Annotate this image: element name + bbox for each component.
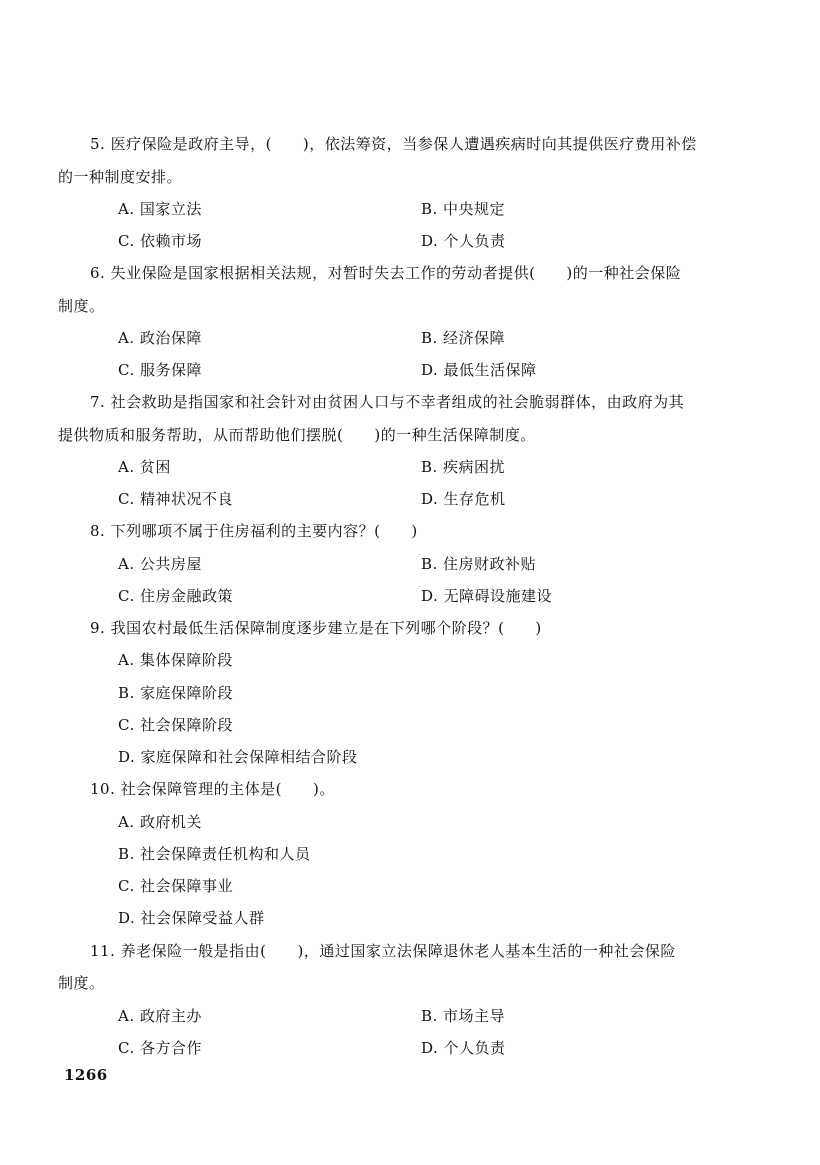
question-10-option-a: A. 政府机关 [118,813,202,831]
question-5-line-1: 5. 医疗保险是政府主导，( )，依法筹资，当参保人遭遇疾病时向其提供医疗费用补偿 [90,135,697,153]
question-7-option-a: A. 贫困 [118,458,171,476]
question-9-option-b: B. 家庭保障阶段 [118,684,234,702]
question-10-line-1: 10. 社会保障管理的主体是( )。 [90,780,335,798]
question-6-option-d: D. 最低生活保障 [421,361,537,379]
question-5-option-a: A. 国家立法 [118,200,202,218]
question-11-option-a: A. 政府主办 [118,1007,202,1025]
question-10-option-b: B. 社会保障责任机构和人员 [118,845,311,863]
question-9-line-1: 9. 我国农村最低生活保障制度逐步建立是在下列哪个阶段？( ) [90,619,542,637]
question-8-option-c: C. 住房金融政策 [118,587,233,605]
question-6-option-c: C. 服务保障 [118,361,202,379]
question-5-option-c: C. 依赖市场 [118,232,202,250]
question-8-option-d: D. 无障碍设施建设 [421,587,553,605]
question-7-line-2: 提供物质和服务帮助，从而帮助他们摆脱( )的一种生活保障制度。 [58,426,536,444]
question-9-option-c: C. 社会保障阶段 [118,716,233,734]
page-number: 1266 [64,1066,108,1084]
question-5-line-2: 的一种制度安排。 [58,168,183,186]
question-7-option-c: C. 精神状况不良 [118,490,233,508]
question-9-option-d: D. 家庭保障和社会保障相结合阶段 [118,748,358,766]
question-7-option-b: B. 疾病困扰 [421,458,506,476]
question-10-option-c: C. 社会保障事业 [118,877,233,895]
question-5-option-b: B. 中央规定 [421,200,506,218]
question-7-option-d: D. 生存危机 [421,490,506,508]
question-11-option-c: C. 各方合作 [118,1039,202,1057]
question-6-option-a: A. 政治保障 [118,329,202,347]
question-7-line-1: 7. 社会救助是指国家和社会针对由贫困人口与不幸者组成的社会脆弱群体，由政府为其 [90,393,685,411]
question-11-option-b: B. 市场主导 [421,1007,506,1025]
question-6-option-b: B. 经济保障 [421,329,506,347]
question-8-line-1: 8. 下列哪项不属于住房福利的主要内容？( ) [90,522,418,540]
question-6-line-1: 6. 失业保险是国家根据相关法规，对暂时失去工作的劳动者提供( )的一种社会保险 [90,264,682,282]
question-11-line-2: 制度。 [58,974,105,992]
question-8-option-b: B. 住房财政补贴 [421,555,537,573]
question-6-line-2: 制度。 [58,297,105,315]
question-10-option-d: D. 社会保障受益人群 [118,909,265,927]
question-11-line-1: 11. 养老保险一般是指由( )，通过国家立法保障退休老人基本生活的一种社会保险 [90,942,676,960]
question-8-option-a: A. 公共房屋 [118,555,202,573]
question-11-option-d: D. 个人负责 [421,1039,506,1057]
question-9-option-a: A. 集体保障阶段 [118,651,233,669]
question-5-option-d: D. 个人负责 [421,232,506,250]
